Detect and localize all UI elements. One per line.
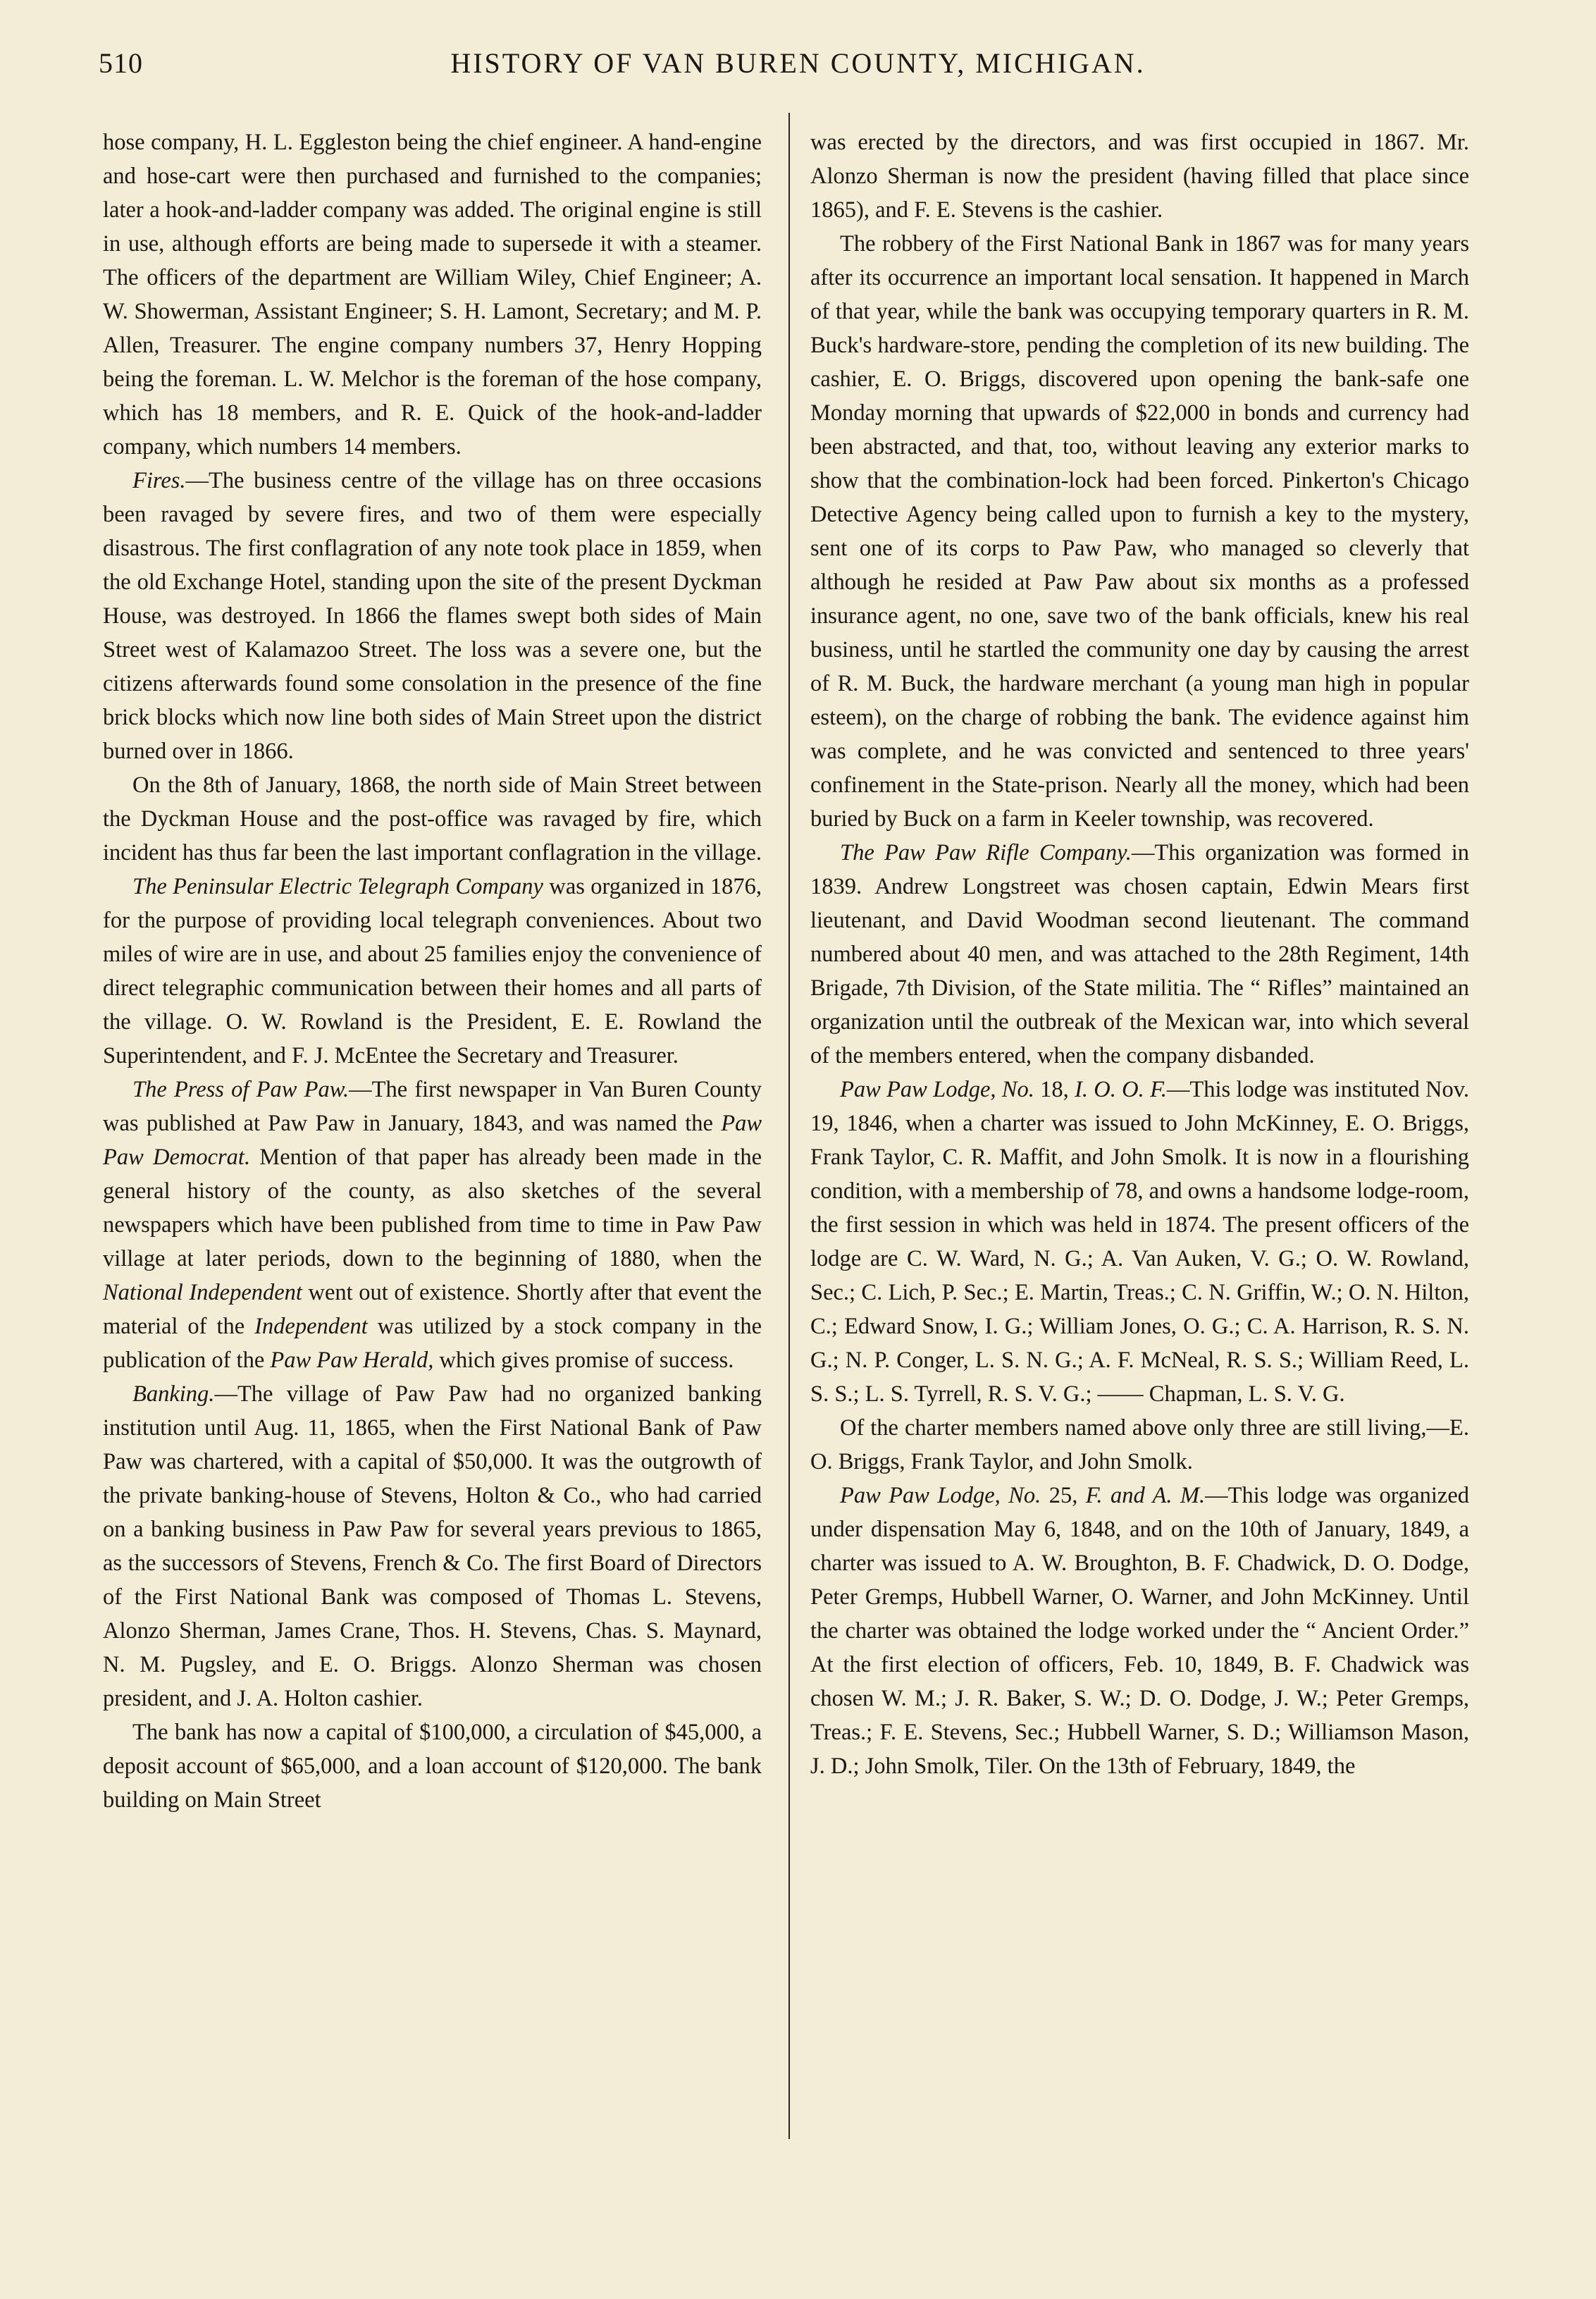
left-column: [103, 125, 762, 1817]
right-column: [810, 125, 1469, 1783]
section-heading-fires: Fires.: [132, 468, 186, 493]
press-body-2: Mention of that paper has already been made in the general history of the county, as also sketches of the several newspapers which have been published from time to time in Paw Paw village at later periods, down to the beginning of 1880, when the: [103, 1145, 762, 1271]
fires-body: —The business centre of the village has on three occasions been ravaged by severe fires, and two of them were especially disastrous. The first conflagration of any note took place in 1859, when the old Exchange Hotel, standing upon the site of the present Dyckman House, was destroyed. In 1866 the flames swept both sides of Main Street west of Kalamazoo Street. The loss was a severe one, but the citizens afterwards found some consolation in the presence of the fine brick blocks which now line both sides of Main Street upon the district burned over in 1866.: [103, 468, 762, 764]
press-body-3: went out of existence. Shortly after that event the material of the: [103, 1280, 762, 1339]
newspaper-title: Independent: [254, 1314, 368, 1339]
section-heading-ioof-1: Paw Paw Lodge, No.: [840, 1077, 1034, 1102]
press-body-1: —The first newspaper in Van Buren County was published at Paw Paw in January, 1843, and was named the: [103, 1077, 762, 1136]
section-heading-masonic-3: F. and A. M.: [1085, 1483, 1206, 1508]
press-body-4: was utilized by a stock company in the publication of the: [103, 1314, 762, 1373]
paragraph-rifle-company: [810, 836, 1469, 1073]
paragraph-ioof-lodge: [810, 1073, 1469, 1411]
paragraph-bank-capital: The bank has now a capital of $100,000, a circulation of $45,000, a deposit account of $65,000, and a loan account of $120,000. The bank building on Main Street: [103, 1720, 762, 1813]
ioof-body: —This lodge was instituted Nov. 19, 1846, when a charter was issued to John McKinney, E. O. Briggs, Frank Taylor, C. R. Maffit, and John Smolk. It is now in a flourishing condition, with a membership of 78, and owns a handsome lodge-room, the first session in which was held in 1874. The present officers of the lodge are C. W. Ward, N. G.; A. Van Auken, V. G.; O. W. Rowland, Sec.; C. Lich, P. Sec.; E. Martin, Treas.; C. N. Griffin, W.; O. N. Hilton, C.; Edward Snow, I. G.; William Jones, O. G.; C. A. Harrison, R. S. N. G.; N. P. Conger, L. S. N. G.; A. F. McNeal, R. S. S.; William Reed, L. S. S.; L. S. Tyrrell, R. S. V. G.; —— Chapman, L. S. V. G.: [810, 1077, 1469, 1407]
masonic-body: —This lodge was organized under dispensation May 6, 1848, and on the 10th of January, 1849, a charter was issued to A. W. Broughton, B. F. Chadwick, D. O. Dodge, Peter Gremps, Hubbell Warner, O. Warner, and John McKinney. Until the charter was obtained the lodge worked under the “ Ancient Order.” At the first election of officers, Feb. 10, 1849, B. F. Chadwick was chosen W. M.; J. R. Baker, S. W.; D. O. Dodge, J. W.; Peter Gremps, Treas.; F. E. Stevens, Sec.; Hubbell Warner, S. D.; Williamson Mason, J. D.; John Smolk, Tiler. On the 13th of February, 1849, the: [810, 1483, 1469, 1779]
paragraph-fire-department: hose company, H. L. Eggleston being the chief engineer. A hand-engine and hose-cart were then purchased and furnished to the companies; later a hook-and-ladder company was added. The original engine is still in use, although efforts are being made to supersede it with a steamer. The officers of the department are William Wiley, Chief Engineer; A. W. Showerman, Assistant Engineer; S. H. Lamont, Secretary; and M. P. Allen, Treasurer. The engine company numbers 37, Henry Hopping being the foreman. L. W. Melchor is the foreman of the hose company, which has 18 members, and R. E. Quick of the hook-and-ladder company, which numbers 14 members.: [103, 130, 762, 460]
running-head: HISTORY OF VAN BUREN COUNTY, MICHIGAN.: [450, 47, 1146, 79]
paragraph-bank-building: was erected by the directors, and was first occupied in 1867. Mr. Alonzo Sherman is now the president (having filled that place since 1865), and F. E. Stevens is the cashier.: [810, 130, 1469, 223]
section-heading-masonic-2: 25,: [1041, 1483, 1086, 1508]
page-number: 510: [99, 47, 143, 79]
section-heading-masonic-1: Paw Paw Lodge, No.: [840, 1483, 1041, 1508]
paragraph-banking: [103, 1377, 762, 1715]
section-heading-telegraph: The Peninsular Electric Telegraph Company: [132, 874, 543, 899]
newspaper-title: Paw Paw Democrat.: [103, 1111, 762, 1170]
section-heading-rifle-company: The Paw Paw Rifle Company.: [840, 840, 1132, 865]
rifle-body: —This organization was formed in 1839. Andrew Longstreet was chosen captain, Edwin Mears first lieutenant, and David Woodman second lieutenant. The command numbered about 40 men, and was attached to the 28th Regiment, 14th Brigade, 7th Division, of the State militia. The “ Rifles” maintained an organization until the outbreak of the Mexican war, into which several of the members entered, when the company disbanded.: [810, 840, 1469, 1068]
section-heading-banking: Banking.: [132, 1381, 215, 1407]
press-body-5: which gives promise of success.: [433, 1348, 734, 1373]
banking-body: —The village of Paw Paw had no organized banking institution until Aug. 11, 1865, when the First National Bank of Paw Paw was chartered, with a capital of $50,000. It was the outgrowth of the private banking-house of Stevens, Holton & Co., who had carried on a banking business in Paw Paw for several years previous to 1865, as the successors of Stevens, French & Co. The first Board of Directors of the First National Bank was composed of Thomas L. Stevens, Alonzo Sherman, James Crane, Thos. H. Stevens, Chas. S. Maynard, N. M. Pugsley, and E. O. Briggs. Alonzo Sherman was chosen president, and J. A. Holton cashier.: [103, 1381, 762, 1711]
paragraph-telegraph: [103, 870, 762, 1073]
paragraph-press: [103, 1073, 762, 1377]
paragraph-charter-members: Of the charter members named above only three are still living,—E. O. Briggs, Frank Taylor, and John Smolk.: [810, 1415, 1469, 1474]
column-rule: [788, 113, 790, 2139]
paragraph-masonic-lodge: [810, 1479, 1469, 1783]
paragraph-fires: [103, 464, 762, 768]
section-heading-ioof-2: 18,: [1034, 1077, 1075, 1102]
paragraph-fire-1868: On the 8th of January, 1868, the north side of Main Street between the Dyckman House and the post-office was ravaged by fire, which incident has thus far been the last important conflagration in the village.: [103, 772, 762, 865]
section-heading-ioof-3: I. O. O. F.: [1075, 1077, 1167, 1102]
newspaper-title: Paw Paw Herald,: [270, 1348, 434, 1373]
telegraph-body: was organized in 1876, for the purpose of providing local telegraph conveniences. About two miles of wire are in use, and about 25 families enjoy the convenience of direct telegraphic communication between their homes and all parts of the village. O. W. Rowland is the President, E. E. Rowland the Superintendent, and F. J. McEntee the Secretary and Treasurer.: [103, 874, 762, 1068]
paragraph-bank-robbery: The robbery of the First National Bank in 1867 was for many years after its occurrence an important local sensation. It happened in March of that year, while the bank was occupying temporary quarters in R. M. Buck's hardware-store, pending the completion of its new building. The cashier, E. O. Briggs, discovered upon opening the bank-safe one Monday morning that upwards of $22,000 in bonds and currency had been abstracted, and that, too, without leaving any exterior marks to show that the combination-lock had been forced. Pinkerton's Chicago Detective Agency being called upon to furnish a key to the mystery, sent one of its corps to Paw Paw, who managed so cleverly that although he resided at Paw Paw about six months as a professed insurance agent, no one, save two of the bank officials, knew his real business, until he startled the community one day by causing the arrest of R. M. Buck, the hardware merchant (a young man high in popular esteem), on the charge of robbing the bank. The evidence against him was complete, and he was convicted and sentenced to three years' confinement in the State-prison. Nearly all the money, which had been buried by Buck on a farm in Keeler township, was recovered.: [810, 231, 1469, 832]
newspaper-title: National Independent: [103, 1280, 302, 1305]
section-heading-press: The Press of Paw Paw.: [132, 1077, 349, 1102]
